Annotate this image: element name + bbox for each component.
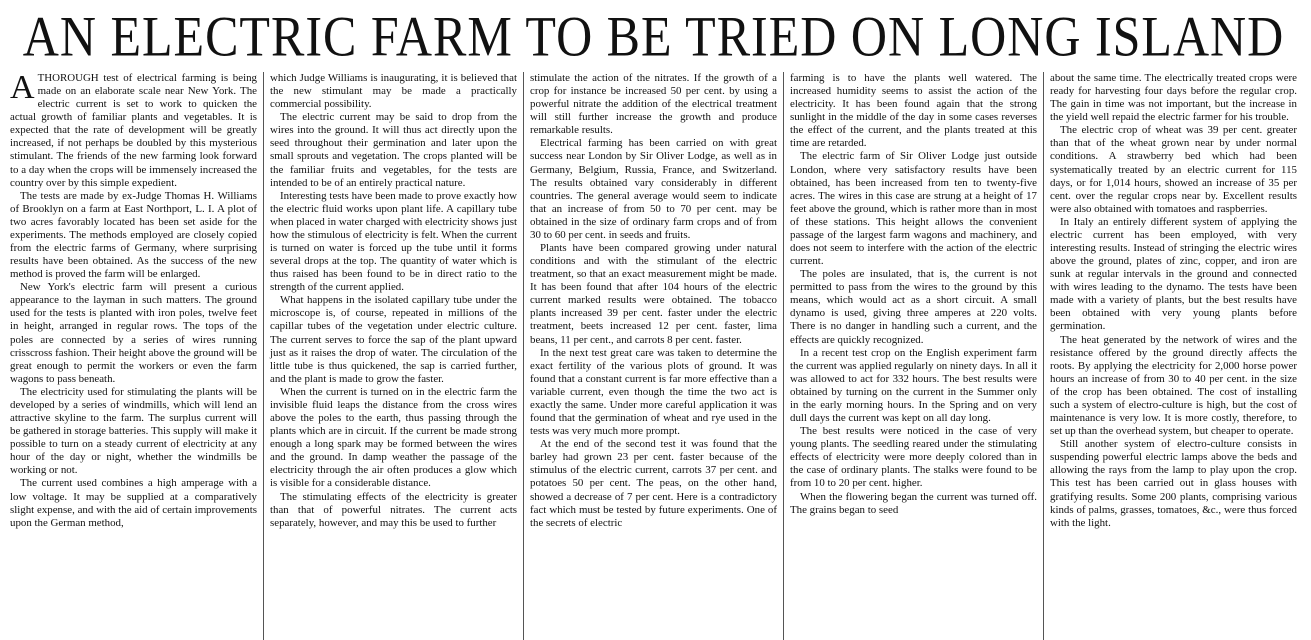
article-paragraph (270, 294, 517, 386)
paragraph-text: Electrical farming has been carried on with great success near London by Sir Oliver Lodge, as well as in Germany, Belgium, Russia, France, and Switzerland. The results obtained vary considerably in different countries. The general average would seem to indicate that an increase of from 50 to 70 per cent. may be obtained in the size of ordinary farm crops and of from 30 to 60 per cent. in seeds and fruits. (530, 137, 777, 241)
article-paragraph (1050, 216, 1297, 334)
article-paragraph (1050, 334, 1297, 439)
paragraph-text: The best results were noticed in the case of very young plants. The seedling reared under the stimulating effects of electricity were more deeply colored than in the case of ordinary plants. The stalks were found to be from 10 to 20 per cent. higher. (790, 425, 1037, 490)
article-column (783, 72, 1043, 640)
paragraph-text: farming is to have the plants well watered. The increased humidity seems to assist the action of the electricity. It has been found again that the strong sunlight in the middle of the day in some cases reverses the effect of the current, and the plants treated at this time are retarded. (790, 72, 1037, 150)
paragraph-text: When the current is turned on in the electric farm the invisible fluid leaps the distance from the cross wires above the poles to the earth, thus passing through the plants which are in circuit. If the current be made strong enough a long spark may be formed between the wires and the ground. In damp weather the passage of the electricity through the air often produces a glow which is visible for a considerable distance. (270, 385, 517, 490)
article-columns (4, 72, 1303, 640)
paragraph-text: The tests are made by ex-Judge Thomas H. Williams of Brooklyn on a farm at East Northport, L. I. A plot of two acres favorably located has been set aside for the experiments. The methods employed are closely copied from the electric farms of Germany, where surprising results have been obtained. As the success of the new method is proved the farm will be enlarged. (10, 189, 257, 281)
article-paragraph (1050, 124, 1297, 216)
article-paragraph (10, 386, 257, 478)
article-paragraph (1050, 438, 1297, 530)
article-paragraph (790, 425, 1037, 490)
paragraph-text: What happens in the isolated capillary tube under the microscope is, of course, repeated in millions of the capillar tubes of the vegetation under electric culture. The current serves to force the sap of the plant upward just as it raises the drop of water. The circulation of the little tube is thus quickened, the sap is carried further, and the plant is made to grow the faster. (270, 294, 517, 385)
article-paragraph (530, 438, 777, 530)
headline: AN ELECTRIC FARM TO BE TRIED ON LONG ISLAND (22, 3, 1285, 69)
article-paragraph (10, 281, 257, 386)
paragraph-text: The electric farm of Sir Oliver Lodge just outside London, where very satisfactory results have been obtained, has been increased from ten to twenty-five acres. The wires in this case are strung at a height of 17 feet above the ground, which is rather more than in most of these stations. This height allows the convenient passage of the largest farm wagons and machinery, and does not seem to interfere with the action of the electric current. (790, 150, 1037, 268)
article-paragraph (530, 347, 777, 439)
article-paragraph (10, 72, 257, 190)
article-column (523, 72, 783, 640)
article-paragraph (270, 190, 517, 295)
article-paragraph (790, 72, 1037, 150)
paragraph-text: New York's electric farm will present a curious appearance to the layman in such matters. The ground used for the tests is planted with iron poles, twelve feet in height, arranged in regular rows. The tops of the poles are connected by a series of wires running crisscross fashion. Their height above the ground will be great enough to permit the workers or even the farm wagons to pass beneath. (10, 281, 257, 385)
paragraph-text: The electric current may be said to drop from the wires into the ground. It will thus act directly upon the seed throughout their germination and later upon the small sprouts and vegetation. The crops planted will be the familiar fruits and vegetables, for the tests are intended to be of an entirely practical nature. (270, 111, 517, 189)
article-paragraph (270, 72, 517, 111)
paragraph-text: At the end of the second test it was found that the barley had grown 23 per cent. faster because of the stimulus of the electric current, carrots 37 per cent. and potatoes 50 per cent. The peas, on the other hand, showed a decrease of 7 per cent. Here is a contradictory fact which must be tested by future experiments. One of the secrets of electric (530, 438, 777, 529)
article-paragraph (270, 386, 517, 491)
drop-cap: A (10, 72, 35, 106)
article-column (4, 72, 263, 640)
paragraph-text: The current used combines a high amperage with a low voltage. It may be supplied at a comparatively slight expense, and with the aid of certain improvements upon the German method, (10, 477, 257, 529)
article-paragraph (1050, 72, 1297, 124)
article-paragraph (790, 491, 1037, 517)
paragraph-text: Still another system of electro-culture consists in suspending powerful electric lamps above the beds and allowing the rays from the lamp to play upon the crop. This test has been carried out in glass houses with gratifying results. Some 200 plants, comprising various kinds of palms, grasses, tomatoes, &c., were thus forced with the light. (1050, 438, 1297, 529)
article-paragraph (270, 491, 517, 530)
paragraph-text: In a recent test crop on the English experiment farm the current was applied regularly on ninety days. In all it was allowed to act for 332 hours. The best results were obtained by turning on the current in the Summer only in the early morning hours. In the Spring and on very dull days the current was kept on all day long. (790, 346, 1037, 425)
article-paragraph (790, 347, 1037, 425)
article-column (263, 72, 523, 640)
paragraph-text: THOROUGH test of electrical farming is being made on an elaborate scale near New York. The electric current is set to work to quicken the actual growth of familiar plants and vegetables. It is expected that the rate of development will be greatly increased, if not perhaps be doubled by this mysterious stimulant. The friends of the new farming look forward to a day when the crops will be immensely increased the country over by this simple expedient. (10, 72, 257, 189)
article-paragraph (530, 242, 777, 347)
article-paragraph (10, 190, 257, 282)
article-paragraph (10, 477, 257, 529)
paragraph-text: When the flowering began the current was turned off. The grains began to seed (790, 490, 1037, 516)
paragraph-text: about the same time. The electrically treated crops were ready for harvesting four days before the regular crop. The gain in time was not important, but the increase in the yield well repaid the electric farmer for his trouble. (1050, 72, 1297, 124)
article-paragraph (270, 111, 517, 189)
article-paragraph (790, 150, 1037, 268)
paragraph-text: stimulate the action of the nitrates. If the growth of a crop for instance be increased 50 per cent. by using a powerful nitrate the addition of the electrical treatment will still further increase the growth and produce remarkable results. (530, 72, 777, 137)
article-paragraph (790, 268, 1037, 346)
paragraph-text: The electricity used for stimulating the plants will be developed by a series of windmills, which will lend an attractive skyline to the farm. The surplus current will be gathered in storage batteries. This supply will make it possible to turn on a steady current of electricity at any hour of the day or night, whether the windmills be working or not. (10, 385, 257, 477)
paragraph-text: Plants have been compared growing under natural conditions and with the stimulant of the electric treatment, so that an exact measurement might be made. It has been found that after 104 hours of the electric current marked results were obtained. The tobacco plants increased 39 per cent. faster under the electric treatment, beets increased 12 per cent. faster, lima beans, 11 per cent., and carrots 8 per cent. faster. (530, 242, 777, 346)
paragraph-text: which Judge Williams is inaugurating, it is believed that the new stimulant may be made a practically commercial possibility. (270, 72, 517, 111)
paragraph-text: In Italy an entirely different system of applying the electric current has been employed, with very interesting results. Instead of stringing the electric wires above the ground, plates of zinc, copper, and iron are sunk at regular intervals in the ground and connected with wires leading to the dynamo. The tests have been made with a variety of plants, but the best results have been obtained with very young plants before germination. (1050, 215, 1297, 333)
paragraph-text: The electric crop of wheat was 39 per cent. greater than that of the wheat grown near by under normal conditions. A strawberry bed which had been systematically treated by an electric current for 115 days, or for 1,014 hours, showed an increase of 35 per cent. over the regular crops near by. Excellent results were also obtained with tomatoes and raspberries. (1050, 124, 1297, 215)
paragraph-text: In the next test great care was taken to determine the exact fertility of the various plots of ground. It was found that a constant current is far more effective than a variable current, even though the time the two act is exactly the same. Under more careful application it was found that the germination of wheat and rye used in the tests was very much more prompt. (530, 346, 777, 438)
article-column (1043, 72, 1303, 640)
paragraph-text: The stimulating effects of the electricity is greater than that of powerful nitrates. The current acts separately, however, and may this be used to further (270, 490, 517, 529)
article-paragraph (530, 72, 777, 137)
paragraph-text: The poles are insulated, that is, the current is not permitted to pass from the wires to the ground by this means, which would act as a short circuit. A small dynamo is used, giving three amperes at 220 volts. There is no danger in handling such a current, and the effects are quickly recognized. (790, 268, 1037, 346)
article-paragraph (530, 137, 777, 242)
paragraph-text: Interesting tests have been made to prove exactly how the electric fluid works upon plant life. A capillary tube when placed in water charged with electricity shows just how the stimulous of electricity is felt. When the current is turned on water is forced up the tube until it forms several drops at the top. The quantity of water which is thus raised has been found to be in direct ratio to the strength of the current applied. (270, 189, 517, 294)
paragraph-text: The heat generated by the network of wires and the resistance offered by the ground directly affects the roots. By applying the electricity for 2,000 horse power hours an increase of from 30 to 40 per cent. in the size of the crop has been obtained. The cost of installing such a system of electro-culture is high, but the cost of maintenance is very low. It is more costly, therefore, to set up than the overhead system, but cheaper to operate. (1050, 333, 1297, 438)
